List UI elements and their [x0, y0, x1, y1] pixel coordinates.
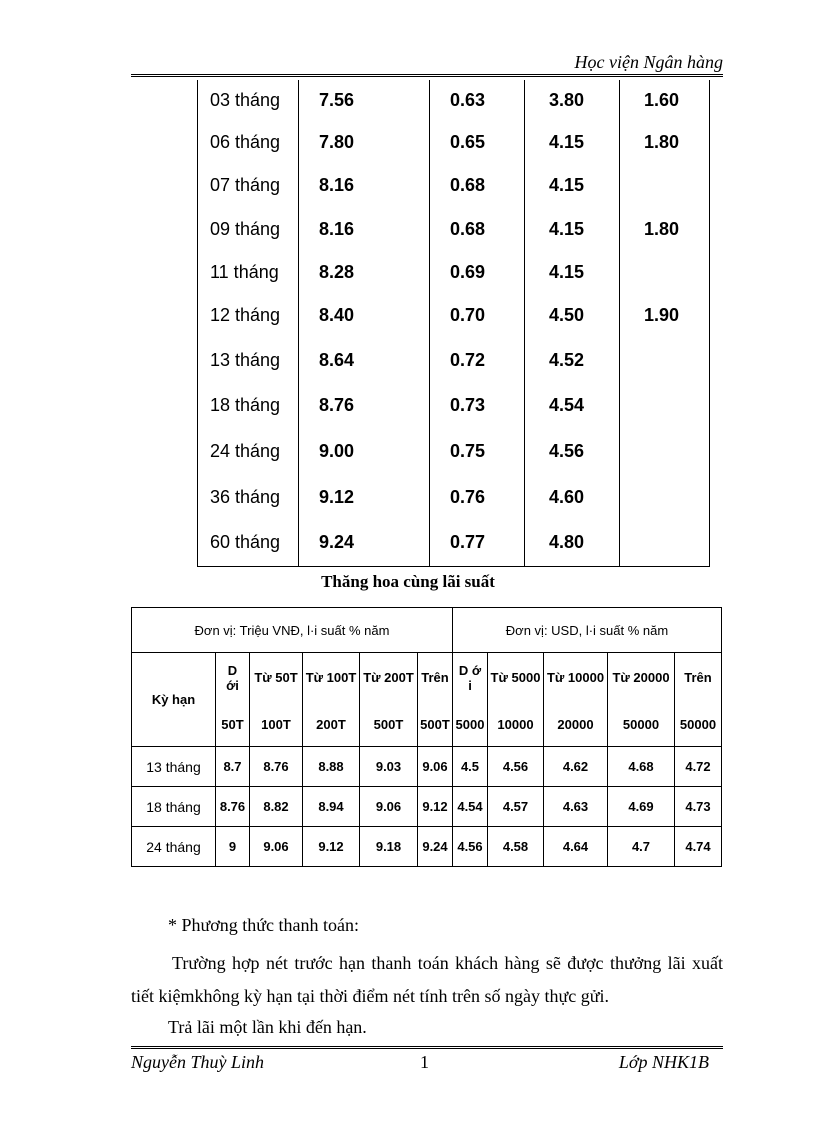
rate-a-cell: 8.76: [299, 383, 430, 428]
header-rule: [131, 74, 723, 77]
term-cell: 24 tháng: [198, 428, 299, 474]
bonus-rate-cell: 9: [216, 827, 250, 867]
rate-b-cell: 0.63: [430, 80, 525, 120]
rate-row: [198, 428, 710, 474]
rate-c-cell: 4.15: [525, 251, 620, 294]
rate-c-cell: 3.80: [525, 80, 620, 120]
early-payment-paragraph: Trường hợp nét trước hạn thanh toán khách hàng sẽ được thưởng lãi xuất tiết kiệmkhông kỳ hạn tại thời điểm nét tính trên số ngày thực gửi.: [131, 953, 723, 1006]
bonus-rate-cell: 9.24: [418, 827, 453, 867]
bonus-row: [132, 747, 722, 787]
rate-c-cell: 4.56: [525, 428, 620, 474]
rate-row: [198, 474, 710, 520]
rate-b-cell: 0.69: [430, 251, 525, 294]
footer-rule: [131, 1046, 723, 1049]
rate-row: [198, 80, 710, 120]
rate-d-cell: [620, 337, 710, 383]
rate-d-cell: 1.80: [620, 207, 710, 251]
usd-unit-label: Đơn vị: USD, l·i suất % năm: [453, 608, 722, 653]
rate-c-cell: 4.15: [525, 164, 620, 207]
term-cell: 06 tháng: [198, 120, 299, 164]
rate-c-cell: 4.15: [525, 207, 620, 251]
column-header-bottom: 500T: [360, 703, 418, 747]
term-cell: 07 tháng: [198, 164, 299, 207]
bonus-rate-cell: 8.76: [216, 787, 250, 827]
column-header-bottom: 20000: [544, 703, 608, 747]
bonus-rate-cell: 8.7: [216, 747, 250, 787]
bonus-rate-cell: 8.94: [303, 787, 360, 827]
bonus-rate-cell: 4.56: [453, 827, 488, 867]
bonus-term-cell: 13 tháng: [132, 747, 216, 787]
rate-row: [198, 294, 710, 337]
rate-d-cell: [620, 383, 710, 428]
rate-a-cell: 9.00: [299, 428, 430, 474]
column-header-bottom: 500T: [418, 703, 453, 747]
bonus-rate-cell: 9.03: [360, 747, 418, 787]
rate-a-cell: 8.16: [299, 207, 430, 251]
bonus-rate-cell: 9.06: [418, 747, 453, 787]
rate-b-cell: 0.77: [430, 520, 525, 566]
rate-b-cell: 0.70: [430, 294, 525, 337]
rate-a-cell: 8.16: [299, 164, 430, 207]
term-cell: 36 tháng: [198, 474, 299, 520]
rate-row: [198, 520, 710, 566]
rate-d-cell: [620, 164, 710, 207]
term-cell: 13 tháng: [198, 337, 299, 383]
rate-b-cell: 0.76: [430, 474, 525, 520]
rate-c-cell: 4.15: [525, 120, 620, 164]
rate-a-cell: 8.40: [299, 294, 430, 337]
column-header-top: Trên: [418, 653, 453, 703]
rate-d-cell: 1.80: [620, 120, 710, 164]
rate-c-cell: 4.60: [525, 474, 620, 520]
rate-b-cell: 0.72: [430, 337, 525, 383]
bonus-rate-cell: 4.64: [544, 827, 608, 867]
rate-row: [198, 337, 710, 383]
column-header-bottom: 100T: [250, 703, 303, 747]
term-cell: 60 tháng: [198, 520, 299, 566]
column-header-top: Từ 50T: [250, 653, 303, 703]
column-header-bottom: 50T: [216, 703, 250, 747]
rate-a-cell: 7.56: [299, 80, 430, 120]
column-header-bottom: 5000: [453, 703, 488, 747]
column-header-top: Từ 200T: [360, 653, 418, 703]
rate-c-cell: 4.54: [525, 383, 620, 428]
bonus-rate-cell: 4.74: [675, 827, 722, 867]
rate-c-cell: 4.50: [525, 294, 620, 337]
column-header-top: Từ 10000: [544, 653, 608, 703]
rate-row: [198, 120, 710, 164]
footer-author: Nguyễn Thuỳ Linh: [131, 1052, 264, 1072]
bonus-rate-cell: 8.76: [250, 747, 303, 787]
term-cell: 03 tháng: [198, 80, 299, 120]
rate-a-cell: 8.64: [299, 337, 430, 383]
column-header-bottom: 10000: [488, 703, 544, 747]
rate-c-cell: 4.52: [525, 337, 620, 383]
bonus-rate-cell: 4.73: [675, 787, 722, 827]
rate-table: [197, 80, 710, 567]
bonus-rate-cell: 9.12: [418, 787, 453, 827]
header-institution: Học viện Ngân hàng: [574, 52, 723, 72]
bonus-rate-cell: 4.63: [544, 787, 608, 827]
column-header-bottom: 200T: [303, 703, 360, 747]
bonus-rate-cell: 4.57: [488, 787, 544, 827]
bonus-rate-cell: 9.18: [360, 827, 418, 867]
bonus-rate-cell: 4.68: [608, 747, 675, 787]
maturity-paragraph: Trả lãi một lần khi đến hạn.: [168, 1017, 367, 1037]
page-number: 1: [420, 1052, 429, 1072]
bonus-term-cell: 24 tháng: [132, 827, 216, 867]
rate-row: [198, 383, 710, 428]
bonus-row: [132, 827, 722, 867]
bonus-rate-cell: 4.62: [544, 747, 608, 787]
bonus-rate-cell: 4.69: [608, 787, 675, 827]
bonus-rate-cell: 8.88: [303, 747, 360, 787]
column-header-bottom: 50000: [675, 703, 722, 747]
rate-row: [198, 164, 710, 207]
column-header-top: Từ 5000: [488, 653, 544, 703]
term-cell: 12 tháng: [198, 294, 299, 337]
rate-d-cell: 1.90: [620, 294, 710, 337]
rate-d-cell: [620, 428, 710, 474]
bonus-table: [131, 607, 722, 867]
bonus-rate-cell: 4.72: [675, 747, 722, 787]
column-header-top: D ớ i: [453, 653, 488, 703]
rate-b-cell: 0.68: [430, 164, 525, 207]
rate-b-cell: 0.68: [430, 207, 525, 251]
rate-b-cell: 0.75: [430, 428, 525, 474]
rate-d-cell: [620, 251, 710, 294]
column-header-top: Trên: [675, 653, 722, 703]
bonus-rate-cell: 4.5: [453, 747, 488, 787]
rate-row: [198, 207, 710, 251]
footer-class: Lớp NHK1B: [618, 1052, 709, 1072]
bonus-table-title: Thăng hoa cùng lãi suất: [321, 572, 495, 591]
bonus-rate-cell: 9.06: [360, 787, 418, 827]
bonus-rate-cell: 9.12: [303, 827, 360, 867]
vnd-unit-label: Đơn vị: Triệu VNĐ, l·i suất % năm: [132, 608, 453, 653]
column-header-top: Từ 100T: [303, 653, 360, 703]
rate-a-cell: 8.28: [299, 251, 430, 294]
bonus-rate-cell: 4.56: [488, 747, 544, 787]
bonus-rate-cell: 4.58: [488, 827, 544, 867]
rate-a-cell: 9.12: [299, 474, 430, 520]
term-header: Kỳ hạn: [132, 653, 216, 747]
rate-b-cell: 0.65: [430, 120, 525, 164]
rate-d-cell: 1.60: [620, 80, 710, 120]
column-header-top: Từ 20000: [608, 653, 675, 703]
bonus-rate-cell: 4.54: [453, 787, 488, 827]
bonus-term-cell: 18 tháng: [132, 787, 216, 827]
rate-c-cell: 4.80: [525, 520, 620, 566]
bonus-row: [132, 787, 722, 827]
bonus-rate-cell: 9.06: [250, 827, 303, 867]
rate-a-cell: 7.80: [299, 120, 430, 164]
bonus-rate-cell: 4.7: [608, 827, 675, 867]
term-cell: 11 tháng: [198, 251, 299, 294]
rate-d-cell: [620, 520, 710, 566]
rate-row: [198, 251, 710, 294]
column-header-top: D ới: [216, 653, 250, 703]
rate-a-cell: 9.24: [299, 520, 430, 566]
rate-b-cell: 0.73: [430, 383, 525, 428]
bonus-rate-cell: 8.82: [250, 787, 303, 827]
rate-d-cell: [620, 474, 710, 520]
term-cell: 09 tháng: [198, 207, 299, 251]
term-cell: 18 tháng: [198, 383, 299, 428]
column-header-bottom: 50000: [608, 703, 675, 747]
payment-method-heading: * Phương thức thanh toán:: [168, 915, 360, 935]
